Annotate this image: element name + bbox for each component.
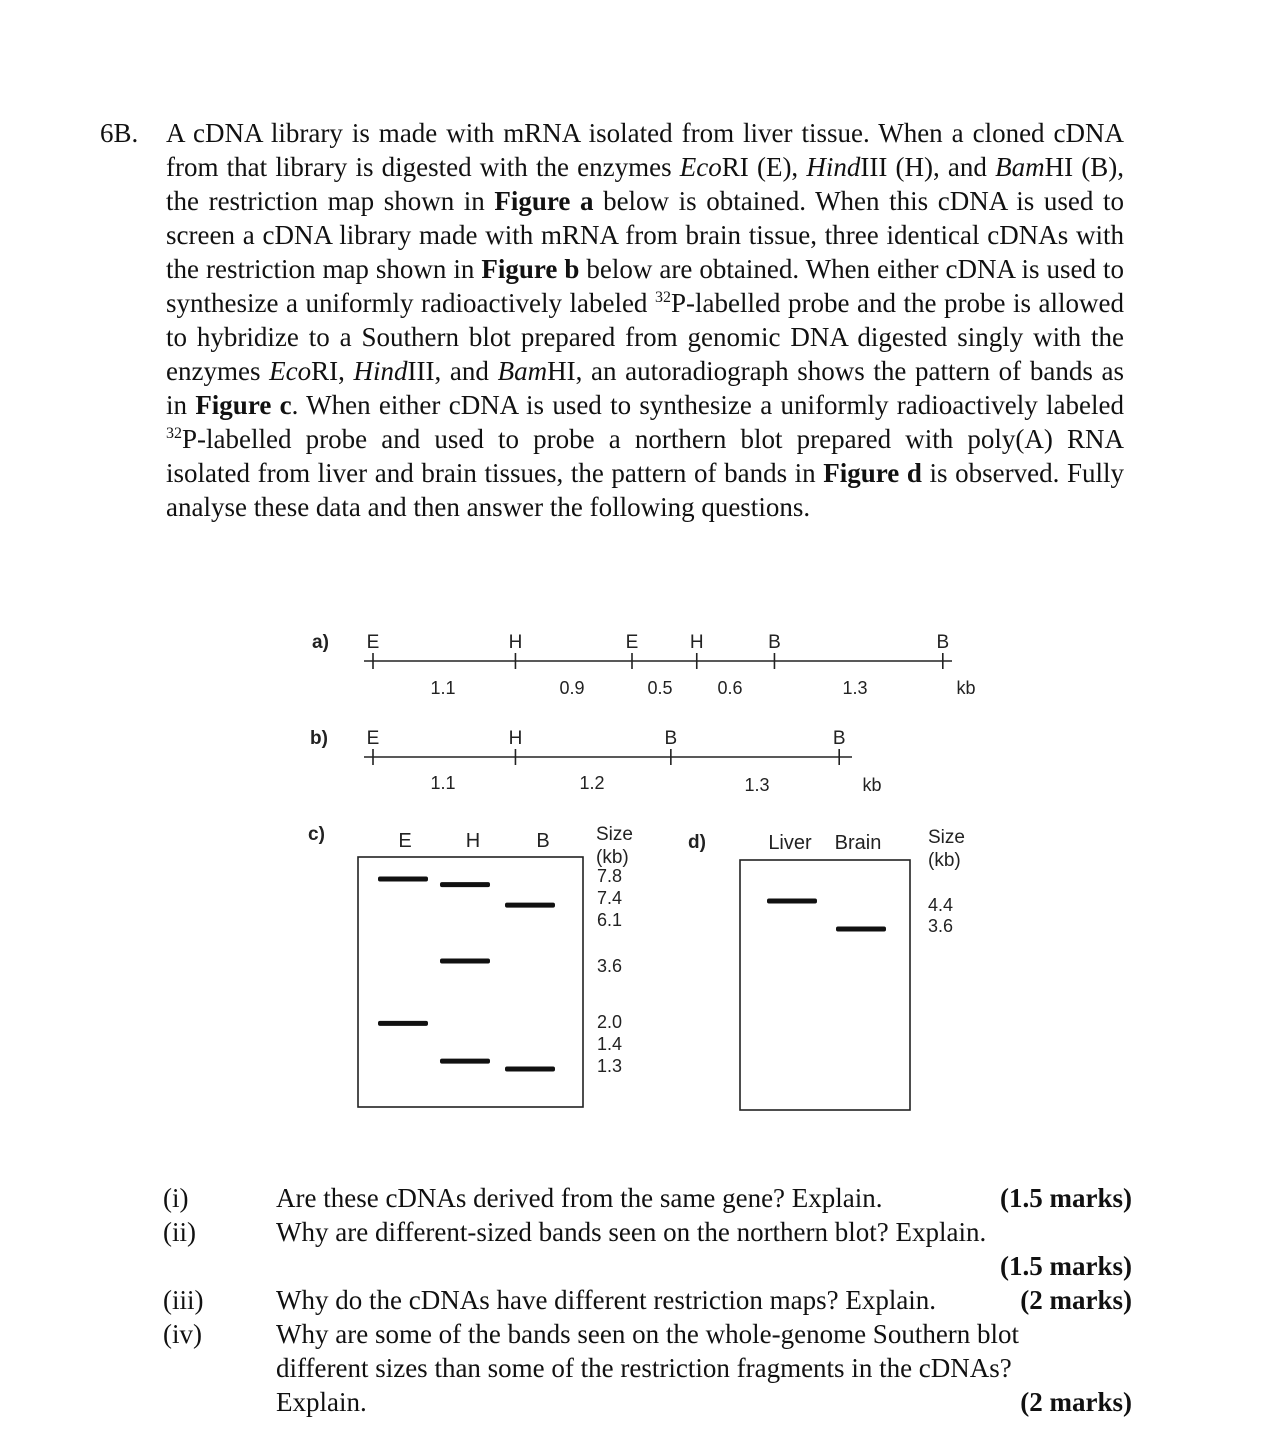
question-iv-number: (iv) [163, 1319, 202, 1349]
southern-size-label: 6.1 [597, 910, 623, 930]
paragraph-run: Bam [995, 152, 1045, 182]
northern-blot-frame [740, 860, 910, 1110]
map-a-seg-2: 0.9 [559, 678, 585, 698]
paragraph-run: Figure c [195, 390, 292, 420]
southern-size-label: 2.0 [597, 1012, 623, 1032]
paragraph-run: Figure d [823, 458, 922, 488]
paragraph-run: RI, [311, 356, 354, 386]
paragraph-run: HI (B), the restriction map shown in [166, 152, 1124, 216]
question-i-text: Are these cDNAs derived from the same gene? Explain. [276, 1183, 883, 1213]
question-ii-text: Why are different-sized bands seen on the northern blot? Explain. [276, 1217, 987, 1247]
southern-band-h [440, 958, 490, 963]
paragraph-run: below is obtained. When this cDNA is used to screen a cDNA library made with mRNA from brain tissue, three identical cDNAs with the restriction map shown in [166, 186, 1124, 284]
map-a-label: a) [312, 632, 329, 653]
question-ii-marks: (1.5 marks) [1000, 1251, 1132, 1281]
question-i-number: (i) [163, 1183, 189, 1213]
southern-band-e [378, 877, 428, 882]
paragraph-run: III, and [407, 356, 498, 386]
map-a-site-label: H [508, 632, 523, 653]
southern-size-label: 1.3 [597, 1056, 623, 1076]
question-iii-text: Why do the cDNAs have different restriction maps? Explain. [276, 1285, 937, 1315]
map-a-seg-1: 1.1 [430, 678, 456, 698]
paragraph-run: A cDNA library is made with mRNA isolated from liver tissue. When a cloned cDNA from that library is digested with the enzymes [166, 118, 1124, 182]
northern-lane-liver: Liver [768, 832, 812, 854]
northern-band-brain [836, 927, 886, 932]
paragraph-run: . When either cDNA is used to synthesize a uniformly radioactively labeled [291, 390, 1124, 420]
paragraph-run: Eco [269, 356, 312, 386]
map-b-site-label: H [508, 728, 523, 749]
northern-size-header-2: (kb) [928, 850, 961, 871]
question-iv-text: Why are some of the bands seen on the whole-genome Southern blot different sizes than some of the restriction fragments in the cDNAs? Explain. [276, 1319, 1020, 1417]
paragraph-run: Hind [806, 152, 861, 182]
southern-band-b [505, 1067, 555, 1072]
paragraph-run: is observed. Fully analyse these data and then answer the following questions. [166, 458, 1124, 522]
southern-size-label: 3.6 [597, 956, 623, 976]
map-b-unit: kb [862, 775, 882, 795]
map-a-seg-4: 0.6 [717, 678, 743, 698]
northern-label: d) [688, 832, 706, 853]
map-a-site-label: E [366, 632, 380, 653]
paragraph-run: HI, an autoradiograph shows the pattern of bands as in [166, 356, 1124, 420]
paragraph-run: Eco [679, 152, 722, 182]
paragraph-run: below are obtained. When either cDNA is used to synthesize a uniformly radioactively labeled [166, 254, 1124, 318]
map-b-seg-2: 1.2 [579, 773, 605, 793]
map-b-seg-1: 1.1 [430, 773, 456, 793]
question-ii-number: (ii) [163, 1217, 196, 1247]
southern-size-label: 1.4 [597, 1034, 623, 1054]
map-a-seg-5: 1.3 [842, 678, 868, 698]
northern-band-liver [767, 899, 817, 904]
map-a-unit: kb [956, 678, 976, 698]
map-b-label: b) [310, 728, 328, 749]
southern-lane-b: B [536, 830, 550, 852]
map-b-site-label: B [664, 728, 678, 749]
paragraph-run: 32 [654, 289, 671, 306]
southern-lane-e: E [398, 830, 412, 852]
paragraph-run: Bam [497, 356, 548, 386]
southern-band-h [440, 1059, 490, 1064]
paragraph-run: P-labelled probe and used to probe a northern blot prepared with poly(A) RNA isolated from liver and brain tissues, the pattern of bands in [166, 424, 1124, 488]
northern-size-header-1: Size [928, 827, 965, 848]
southern-label: c) [308, 824, 325, 845]
question-number: 6B. [100, 118, 139, 148]
southern-size-label: 7.8 [597, 866, 623, 886]
northern-size-label: 4.4 [928, 895, 954, 915]
map-a-site-label: B [936, 632, 950, 653]
southern-band-b [505, 903, 555, 908]
map-b-seg-3: 1.3 [744, 775, 770, 795]
map-a-site-label: B [768, 632, 781, 653]
southern-band-h [440, 882, 490, 887]
map-a-site-label: E [625, 632, 639, 653]
question-i-marks: (1.5 marks) [1000, 1183, 1132, 1213]
paragraph-run: RI (E), [721, 152, 807, 182]
question-iii-marks: (2 marks) [1020, 1285, 1132, 1315]
paragraph-run: 32 [166, 425, 182, 442]
southern-size-header-1: Size [596, 824, 633, 845]
paragraph-run: P-labelled probe and the probe is allowed to hybridize to a Southern blot prepared from genomic DNA digested singly with the enzymes [166, 288, 1124, 386]
map-a-seg-3: 0.5 [647, 678, 673, 698]
map-b-site-label: E [366, 728, 380, 749]
southern-band-e [378, 1021, 428, 1026]
southern-size-header-2: (kb) [596, 847, 629, 868]
question-iv-marks: (2 marks) [1020, 1387, 1132, 1417]
paragraph-run: III (H), and [860, 152, 996, 182]
map-a-site-label: H [689, 632, 704, 653]
northern-lane-brain: Brain [834, 832, 882, 854]
paragraph-run: Hind [353, 356, 408, 386]
paragraph-run: Figure a [494, 186, 594, 216]
map-b-site-label: B [832, 728, 846, 749]
paragraph-run: Figure b [481, 254, 580, 284]
question-iii-number: (iii) [163, 1285, 204, 1315]
northern-size-label: 3.6 [928, 916, 954, 936]
southern-lane-h: H [465, 830, 481, 852]
southern-size-label: 7.4 [597, 888, 623, 908]
